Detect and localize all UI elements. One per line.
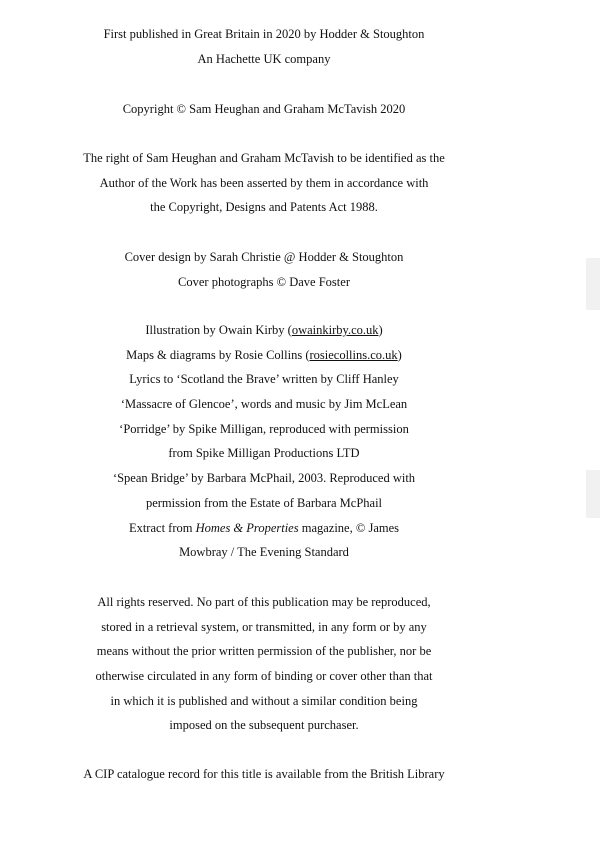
page-edge-shadow <box>586 258 600 310</box>
cip-record-line: A CIP catalogue record for this title is available from the British Library <box>83 767 445 781</box>
page-edge-shadow <box>586 470 600 518</box>
porridge-credit: ‘Porridge’ by Spike Milligan, reproduced with permission <box>119 421 409 436</box>
illustration-credit-close: ) <box>378 323 383 337</box>
rights-reserved-line: imposed on the subsequent purchaser. <box>169 718 359 733</box>
maps-credit-close: ) <box>397 347 402 362</box>
rights-reserved-line: means without the prior written permission of the publisher, nor be <box>96 644 432 659</box>
maps-credit <box>60 343 468 368</box>
publisher-company-line: An Hachette UK company <box>197 51 331 66</box>
moral-rights-line: Author of the Work has been asserted by them in accordance with <box>99 175 429 190</box>
spean-bridge-credit-continued: permission from the Estate of Barbara McPhail <box>145 495 383 510</box>
maps-credit-text: Maps & diagrams by Rosie Collins ( <box>126 347 310 362</box>
copyright-block <box>60 97 468 122</box>
glencoe-credit: ‘Massacre of Glencoe’, words and music by Jim McLean <box>120 397 408 412</box>
cover-design-line: Cover design by Sarah Christie @ Hodder & Stoughton <box>124 250 404 264</box>
maps-artist-website-link[interactable]: rosiecollins.co.uk <box>309 347 398 362</box>
content-credits-block <box>60 318 468 565</box>
rights-reserved-block <box>60 590 468 738</box>
extract-credit-continued: Mowbray / The Evening Standard <box>179 545 349 560</box>
rights-reserved-line: in which it is published and without a similar condition being <box>110 693 418 708</box>
rights-reserved-line: otherwise circulated in any form of binding or cover other than that <box>95 669 433 684</box>
lyrics-credit: Lyrics to ‘Scotland the Brave’ written by Cliff Hanley <box>129 372 399 387</box>
illustration-credit <box>60 318 468 343</box>
moral-rights-line: the Copyright, Designs and Patents Act 1988. <box>150 200 378 215</box>
spean-bridge-credit: ‘Spean Bridge’ by Barbara McPhail, 2003. Reproduced with <box>112 471 416 486</box>
moral-rights-line: The right of Sam Heughan and Graham McTavish to be identified as the <box>83 151 445 165</box>
magazine-title: Homes & Properties <box>195 520 299 535</box>
extract-credit-suffix: magazine, © James <box>298 520 400 535</box>
illustrator-website-link[interactable]: owainkirby.co.uk <box>291 323 379 337</box>
moral-rights-block <box>60 146 468 220</box>
illustration-credit-text: Illustration by Owain Kirby ( <box>145 323 292 337</box>
publication-line: First published in Great Britain in 2020 by Hodder & Stoughton <box>103 27 425 41</box>
cover-photographs-line: Cover photographs © Dave Foster <box>178 274 350 289</box>
copyright-line: Copyright © Sam Heughan and Graham McTavish 2020 <box>122 102 406 116</box>
porridge-credit-continued: from Spike Milligan Productions LTD <box>168 446 360 461</box>
publication-block <box>60 22 468 71</box>
cover-credits-block <box>60 245 468 294</box>
extract-credit-text: Extract from <box>128 520 196 535</box>
rights-reserved-line: stored in a retrieval system, or transmitted, in any form or by any <box>101 619 427 634</box>
rights-reserved-line: All rights reserved. No part of this publication may be reproduced, <box>97 595 431 609</box>
cip-block <box>60 762 468 787</box>
extract-credit <box>60 516 468 541</box>
